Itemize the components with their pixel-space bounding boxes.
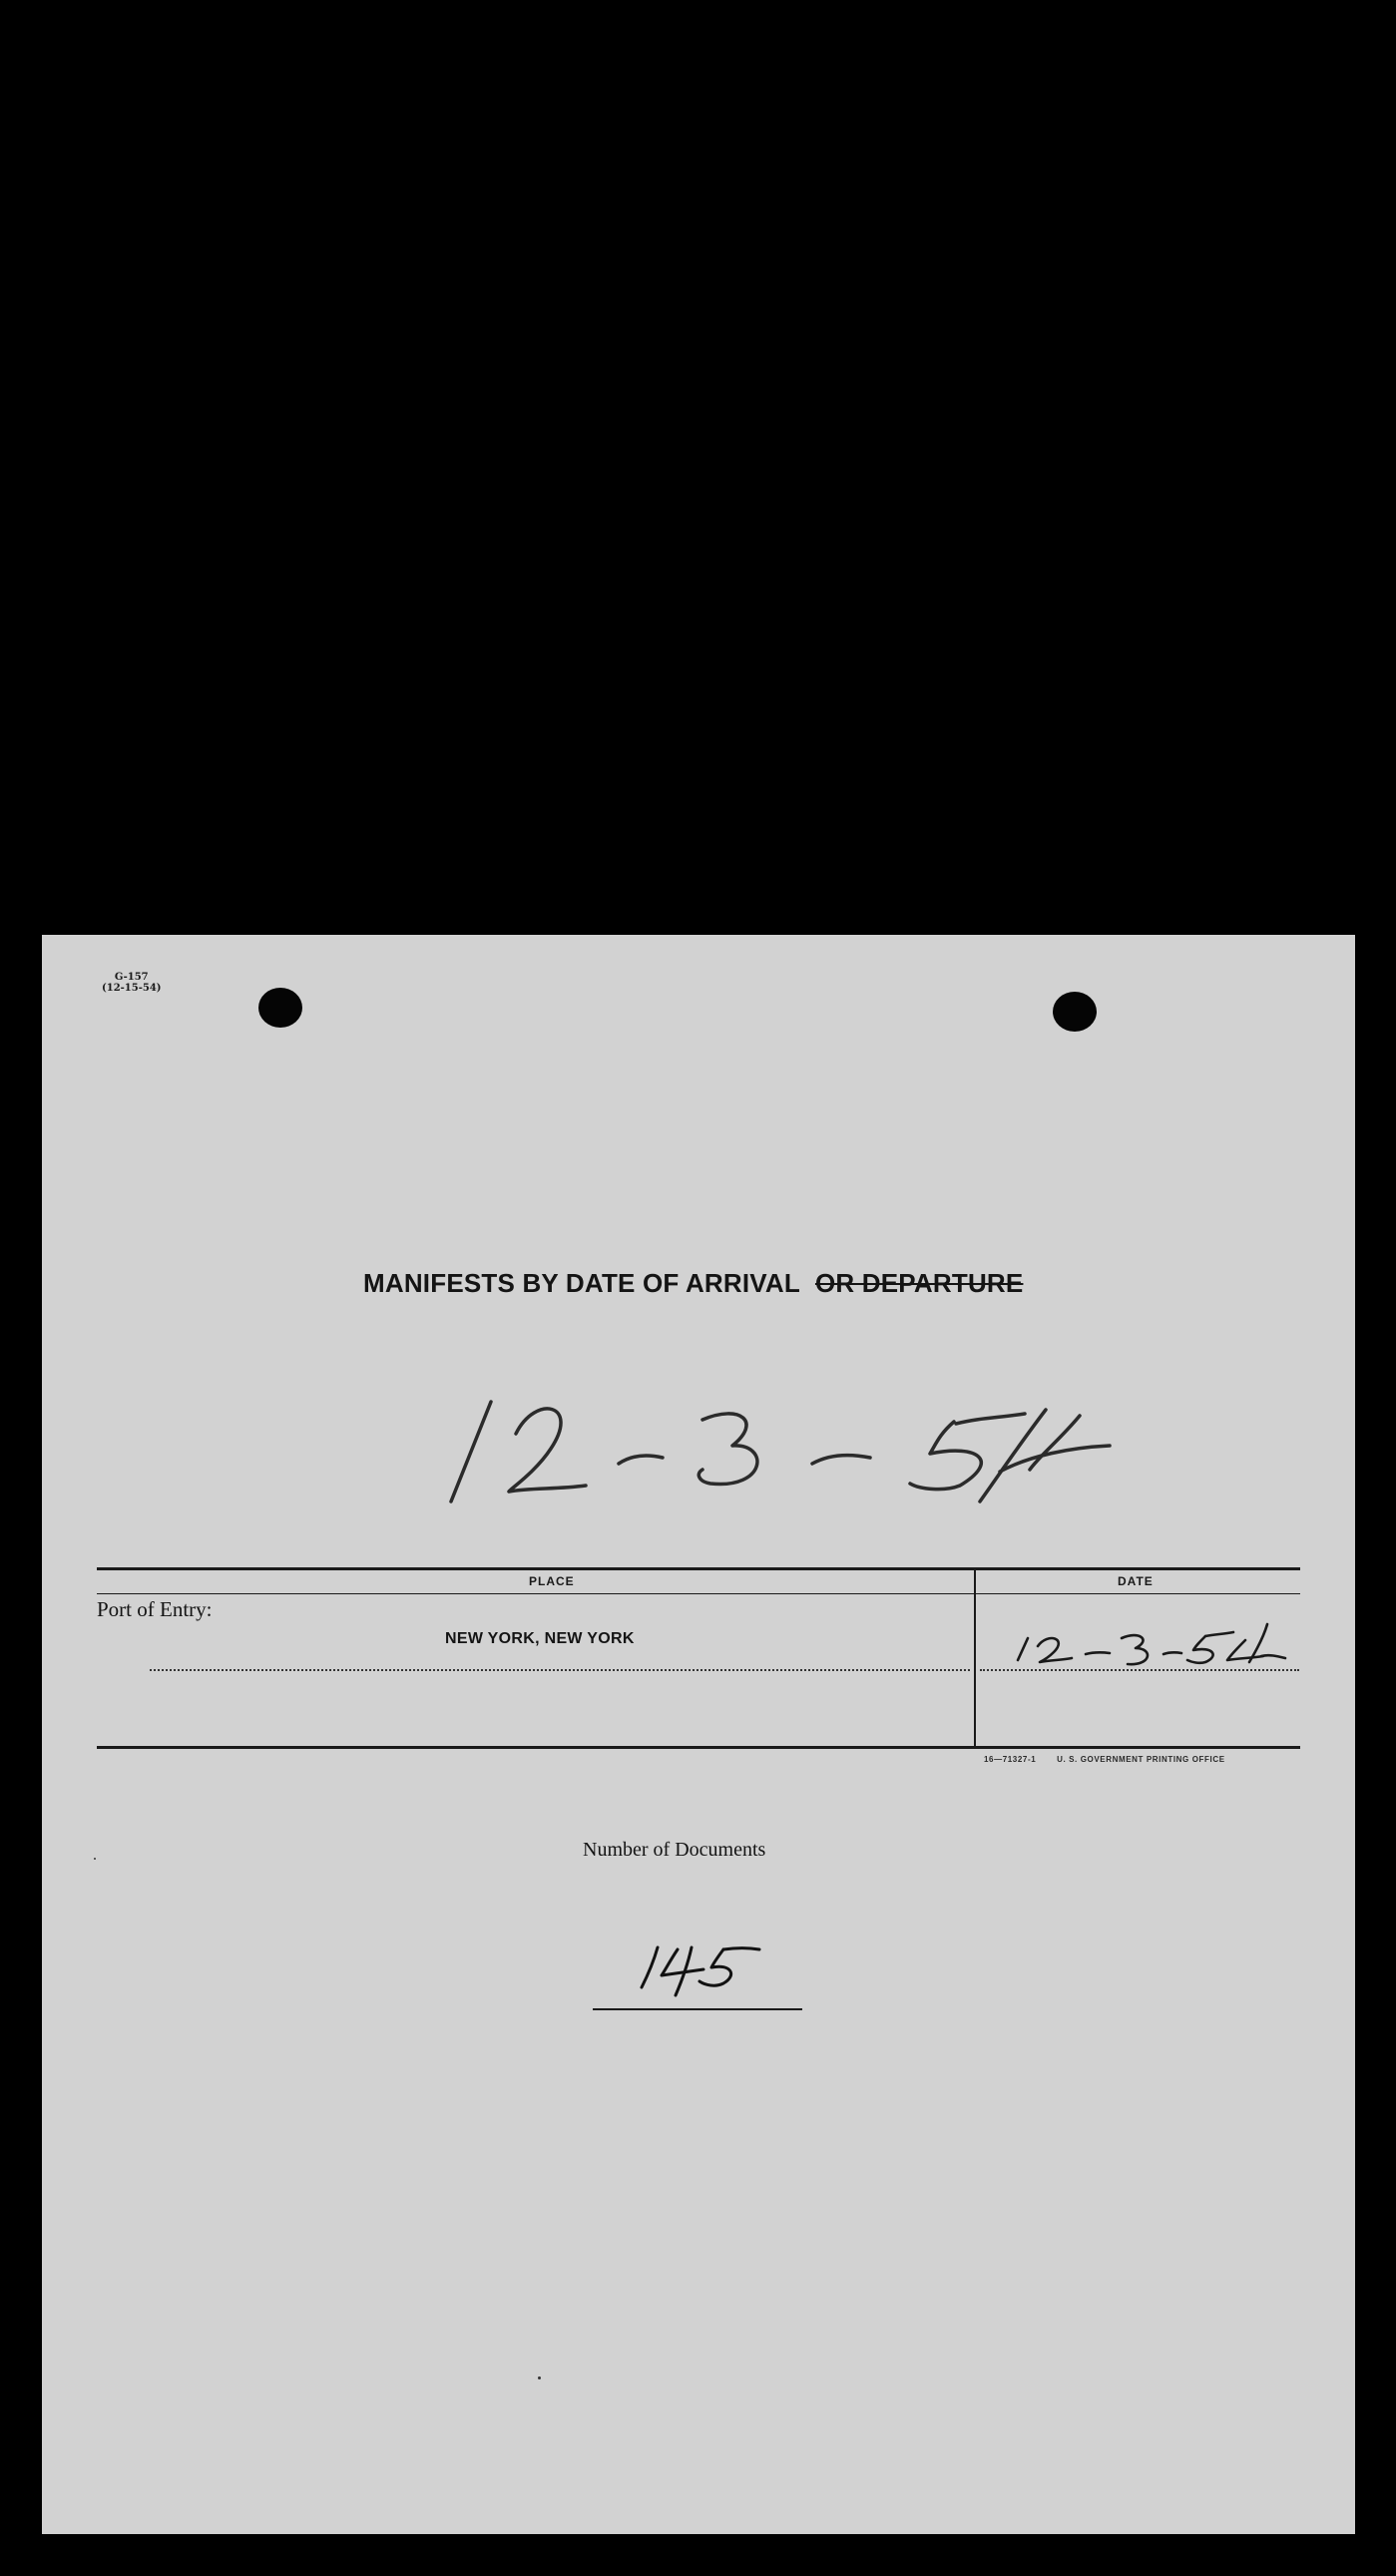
printing-office-code	[984, 1755, 1225, 1764]
date-column-header: DATE	[1118, 1574, 1154, 1588]
handwritten-date-large	[441, 1374, 1120, 1513]
printer-name: U. S. GOVERNMENT PRINTING OFFICE	[1057, 1755, 1225, 1764]
print-code: 16—71327-1	[984, 1755, 1037, 1764]
handwritten-document-count	[596, 1937, 807, 1997]
manifest-cover-sheet	[42, 935, 1355, 2534]
number-of-documents-label: Number of Documents	[583, 1839, 766, 1861]
punch-hole-left	[258, 988, 302, 1028]
form-revision: (12-15-54)	[102, 983, 162, 994]
table-column-divider	[974, 1567, 976, 1747]
paper-speck	[94, 1858, 96, 1860]
handwritten-date-small	[1006, 1618, 1295, 1668]
paper-speck	[538, 2376, 541, 2379]
place-dotted-line	[150, 1669, 970, 1671]
page-title	[363, 1268, 1023, 1299]
place-column-header: PLACE	[529, 1574, 575, 1588]
port-of-entry-label: Port of Entry:	[97, 1597, 213, 1621]
handwritten-document-count-drawing	[596, 1937, 807, 1997]
table-bottom-rule	[97, 1746, 1300, 1749]
document-count-underline	[593, 2008, 802, 2010]
title-main: MANIFESTS BY DATE OF ARRIVAL	[363, 1268, 800, 1298]
date-dotted-line	[980, 1669, 1299, 1671]
table-top-rule	[97, 1567, 1300, 1570]
form-id: G-157	[114, 972, 149, 983]
handwritten-date-large-drawing	[441, 1374, 1120, 1513]
title-struck-out: OR DEPARTURE	[814, 1268, 1024, 1298]
punch-hole-right	[1053, 992, 1097, 1032]
handwritten-date-small-drawing	[1006, 1618, 1295, 1668]
form-number	[102, 972, 162, 994]
place-value: NEW YORK, NEW YORK	[445, 1630, 635, 1647]
table-header-rule	[97, 1593, 1300, 1594]
